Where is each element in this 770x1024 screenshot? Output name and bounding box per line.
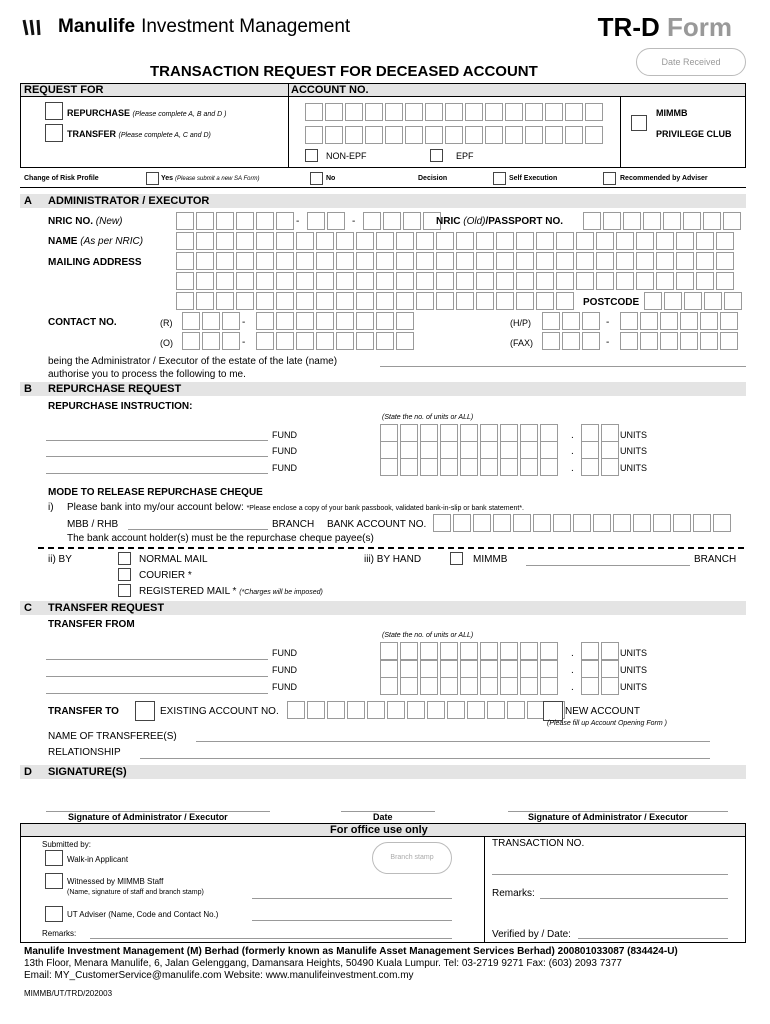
contact-fax-area-boxes[interactable] xyxy=(542,332,602,350)
postcode-label: POSTCODE xyxy=(583,297,640,308)
remarks-label-right: Remarks: xyxy=(492,888,535,899)
authorise-text: authorise you to process the following to me. xyxy=(48,369,246,380)
verified-label: Verified by / Date: xyxy=(492,929,571,940)
office-use-title: For office use only xyxy=(330,824,428,836)
ut-adviser-field[interactable] xyxy=(252,920,452,921)
fund-name-field-c3[interactable] xyxy=(46,693,268,694)
transfer-to-label: TRANSFER TO xyxy=(48,706,119,717)
existing-account-checkbox[interactable] xyxy=(135,701,155,721)
walkin-label: Walk-in Applicant xyxy=(67,855,129,864)
repurchase-option: REPURCHASE (Please complete A, B and D ) xyxy=(67,108,227,118)
courier-label: COURIER * xyxy=(139,570,192,581)
units-decimal-c2[interactable] xyxy=(581,660,621,678)
signature-label-2: Signature of Administrator / Executor xyxy=(528,812,688,822)
units-label-c2: UNITS xyxy=(620,665,647,675)
hand-branch-label: BRANCH xyxy=(694,554,737,565)
ut-adviser-label: UT Adviser (Name, Code and Contact No.) xyxy=(67,910,219,919)
units-decimal-c3[interactable] xyxy=(581,677,621,695)
by-hand-label: iii) BY HAND xyxy=(364,554,422,565)
contact-hp-dash: - xyxy=(606,317,610,328)
footer-email: Email: MY_CustomerService@manulife.com Website: www.manulifeinvestment.com.my xyxy=(24,970,414,981)
relationship-label: RELATIONSHIP xyxy=(48,747,121,758)
decimal-b1: . xyxy=(571,430,574,441)
walkin-checkbox[interactable] xyxy=(45,850,63,866)
normal-mail-label: NORMAL MAIL xyxy=(139,554,208,565)
transaction-no-label: TRANSACTION NO. xyxy=(492,838,585,849)
section-d-header: D SIGNATURE(S) xyxy=(20,765,746,779)
mimmb-hand-checkbox[interactable] xyxy=(450,552,463,565)
transfer-checkbox[interactable] xyxy=(45,124,63,142)
passport-boxes[interactable] xyxy=(583,212,743,230)
contact-fax-boxes[interactable] xyxy=(620,332,740,350)
section-a-header: A ADMINISTRATOR / EXECUTOR xyxy=(20,194,746,208)
date-label: Date xyxy=(373,812,393,822)
mbb-rhb-label: MBB / RHB xyxy=(67,519,119,530)
risk-yes-label: Yes (Please submit a new SA Form) xyxy=(161,175,260,182)
dashed-divider xyxy=(38,547,744,549)
decimal-c3: . xyxy=(571,682,574,693)
bank-account-label: BANK ACCOUNT NO. xyxy=(327,519,427,530)
witnessed-label: Witnessed by MIMMB Staff xyxy=(67,877,164,886)
manulife-logo xyxy=(22,16,350,38)
nric-dash-1: - xyxy=(296,216,300,227)
units-label-b1: UNITS xyxy=(620,430,647,440)
registered-mail-checkbox[interactable] xyxy=(118,584,131,597)
units-label-b3: UNITS xyxy=(620,463,647,473)
non-epf-checkbox[interactable] xyxy=(305,149,318,162)
fund-label-b1: FUND xyxy=(272,430,297,440)
address-boxes-3[interactable] xyxy=(176,292,576,310)
i-label: i) xyxy=(48,502,54,513)
recommended-checkbox[interactable] xyxy=(603,172,616,185)
fund-name-field-c2[interactable] xyxy=(46,676,268,677)
self-execution-label: Self Execution xyxy=(509,175,558,182)
transfer-from-label: TRANSFER FROM xyxy=(48,619,135,630)
signature-label-1: Signature of Administrator / Executor xyxy=(68,812,228,822)
witnessed-note: (Name, signature of staff and branch stamp) xyxy=(67,889,204,896)
decimal-b2: . xyxy=(571,446,574,457)
contact-r-label: (R) xyxy=(160,318,173,328)
branch-field[interactable] xyxy=(128,529,268,530)
units-label-c3: UNITS xyxy=(620,682,647,692)
account-no-boxes-1[interactable] xyxy=(305,103,605,121)
decision-label: Decision xyxy=(418,175,448,182)
risk-no-checkbox[interactable] xyxy=(310,172,323,185)
units-boxes-b1[interactable] xyxy=(380,424,560,442)
fund-name-field-c1[interactable] xyxy=(46,659,268,660)
estate-text: being the Administrator / Executor of the estate of the late (name) xyxy=(48,356,338,367)
fund-label-c2: FUND xyxy=(272,665,297,675)
existing-account-boxes[interactable] xyxy=(287,701,567,719)
nric-mid-boxes[interactable] xyxy=(307,212,347,230)
recommended-label: Recommended by Adviser xyxy=(620,175,708,182)
footer-address: 13th Floor, Menara Manulife, 6, Jalan Gelenggang, Damansara Heights, 50490 Kuala Lumpur. Tel: 03-2719 9271 Fax: (603) 2093 7377 xyxy=(24,958,622,969)
fund-label-c1: FUND xyxy=(272,648,297,658)
units-decimal-b2[interactable] xyxy=(581,441,621,459)
footer-code: MIMMB/UT/TRD/202003 xyxy=(24,989,113,998)
postcode-boxes[interactable] xyxy=(644,292,744,310)
address-boxes-1[interactable] xyxy=(176,252,736,270)
units-boxes-b2[interactable] xyxy=(380,441,560,459)
branch-stamp: Branch stamp xyxy=(372,842,452,874)
contact-no-label: CONTACT NO. xyxy=(48,317,117,328)
units-boxes-c2[interactable] xyxy=(380,660,560,678)
fund-label-b2: FUND xyxy=(272,446,297,456)
mimmb-hand-label: MIMMB xyxy=(473,554,508,565)
units-label-b2: UNITS xyxy=(620,446,647,456)
contact-o-area-boxes[interactable] xyxy=(182,332,242,350)
epf-checkbox[interactable] xyxy=(430,149,443,162)
contact-hp-area-boxes[interactable] xyxy=(542,312,602,330)
contact-fax-dash: - xyxy=(606,337,610,348)
risk-yes-checkbox[interactable] xyxy=(146,172,159,185)
risk-profile-label: Change of Risk Profile xyxy=(24,175,99,182)
transferee-label: NAME OF TRANSFEREE(S) xyxy=(48,731,177,742)
units-boxes-b3[interactable] xyxy=(380,458,560,476)
contact-r-area-boxes[interactable] xyxy=(182,312,242,330)
contact-hp-boxes[interactable] xyxy=(620,312,740,330)
relationship-field[interactable] xyxy=(140,758,710,759)
fund-label-b3: FUND xyxy=(272,463,297,473)
mode-release-label: MODE TO RELEASE REPURCHASE CHEQUE xyxy=(48,487,263,498)
contact-fax-label: (FAX) xyxy=(510,338,534,348)
account-no-boxes-2[interactable] xyxy=(305,126,605,144)
ut-adviser-checkbox[interactable] xyxy=(45,906,63,922)
witnessed-checkbox[interactable] xyxy=(45,873,63,889)
fund-name-field-b2[interactable] xyxy=(46,456,268,457)
decimal-c1: . xyxy=(571,648,574,659)
name-boxes-1[interactable] xyxy=(176,232,736,250)
new-account-label: NEW ACCOUNT xyxy=(565,706,640,717)
repurchase-instruction-label: REPURCHASE INSTRUCTION: xyxy=(48,401,193,412)
account-no-header: ACCOUNT NO. xyxy=(291,84,369,96)
non-epf-label: NON-EPF xyxy=(326,151,367,161)
nric-end-boxes[interactable] xyxy=(363,212,443,230)
form-code: TR-D Form xyxy=(597,12,732,42)
nric-new-boxes[interactable] xyxy=(176,212,296,230)
units-boxes-c3[interactable] xyxy=(380,677,560,695)
decimal-c2: . xyxy=(571,665,574,676)
witnessed-field[interactable] xyxy=(252,898,452,899)
normal-mail-checkbox[interactable] xyxy=(118,552,131,565)
courier-checkbox[interactable] xyxy=(118,568,131,581)
fund-label-c3: FUND xyxy=(272,682,297,692)
state-units-note-c: (State the no. of units or ALL) xyxy=(382,632,474,639)
remarks-field-right[interactable] xyxy=(540,898,728,899)
decimal-b3: . xyxy=(571,463,574,474)
contact-o-dash: - xyxy=(242,337,246,348)
epf-label: EPF xyxy=(456,151,474,161)
self-execution-checkbox[interactable] xyxy=(493,172,506,185)
nric-dash-2: - xyxy=(352,216,356,227)
new-account-note: (Please fill up Account Opening Form ) xyxy=(547,720,667,727)
mailing-address-label: MAILING ADDRESS xyxy=(48,257,142,268)
deceased-name-field[interactable] xyxy=(380,366,746,367)
nric-new-label: NRIC NO. (New) xyxy=(48,216,123,227)
contact-o-boxes[interactable] xyxy=(256,332,416,350)
transferee-field[interactable] xyxy=(196,741,710,742)
verified-field[interactable] xyxy=(578,938,728,939)
brand-sub: Investment Management xyxy=(141,16,351,37)
branch-label: BRANCH xyxy=(272,519,315,530)
section-c-header: C TRANSFER REQUEST xyxy=(20,601,746,615)
new-account-checkbox[interactable] xyxy=(543,701,563,721)
units-decimal-b1[interactable] xyxy=(581,424,621,442)
contact-r-boxes[interactable] xyxy=(256,312,416,330)
remarks-field-left[interactable] xyxy=(90,938,452,939)
transaction-no-field[interactable] xyxy=(492,874,728,875)
form-title: TRANSACTION REQUEST FOR DECEASED ACCOUNT xyxy=(150,63,538,80)
request-for-header: REQUEST FOR xyxy=(24,84,104,96)
date-received-stamp: Date Received xyxy=(636,48,746,76)
mimmb-label: MIMMB xyxy=(656,108,688,118)
address-boxes-2[interactable] xyxy=(176,272,736,290)
manulife-logo-icon xyxy=(22,17,44,37)
contact-r-dash: - xyxy=(242,317,246,328)
registered-mail-label: REGISTERED MAIL * (*Charges will be imposed) xyxy=(139,586,323,597)
risk-no-label: No xyxy=(326,175,336,182)
bank-into-text: Please bank into my/our account below: *Please enclose a copy of your bank passbook, validated bank-in-slip or bank statement*. xyxy=(67,502,525,513)
contact-o-label: (O) xyxy=(160,338,173,348)
submitted-by-label: Submitted by: xyxy=(42,840,91,849)
privilege-club-label: PRIVILEGE CLUB xyxy=(656,129,732,139)
units-boxes-c1[interactable] xyxy=(380,642,560,660)
contact-hp-label: (H/P) xyxy=(510,318,531,328)
units-decimal-b3[interactable] xyxy=(581,458,621,476)
brand-name: Manulife xyxy=(58,16,136,37)
name-label: NAME (As per NRIC) xyxy=(48,236,144,247)
fund-name-field-b3[interactable] xyxy=(46,473,268,474)
by-label: ii) BY xyxy=(48,554,72,565)
section-b-header: B REPURCHASE REQUEST xyxy=(20,382,746,396)
state-units-note-b: (State the no. of units or ALL) xyxy=(382,414,474,421)
transfer-option: TRANSFER (Please complete A, C and D) xyxy=(67,129,211,139)
nric-old-label: NRIC (Old)/PASSPORT NO. xyxy=(436,216,564,227)
existing-account-label: EXISTING ACCOUNT NO. xyxy=(160,706,279,717)
remarks-label-left: Remarks: xyxy=(42,929,77,938)
bank-account-boxes[interactable] xyxy=(433,514,733,532)
repurchase-checkbox[interactable] xyxy=(45,102,63,120)
hand-branch-field[interactable] xyxy=(526,565,690,566)
units-decimal-c1[interactable] xyxy=(581,642,621,660)
footer-company: Manulife Investment Management (M) Berhad (formerly known as Manulife Asset Management Services Berhad) 200801033087 (834424-U) xyxy=(24,946,678,957)
fund-name-field-b1[interactable] xyxy=(46,440,268,441)
payee-note: The bank account holder(s) must be the repurchase cheque payee(s) xyxy=(67,533,374,544)
mimmb-checkbox[interactable] xyxy=(631,115,647,131)
units-label-c1: UNITS xyxy=(620,648,647,658)
